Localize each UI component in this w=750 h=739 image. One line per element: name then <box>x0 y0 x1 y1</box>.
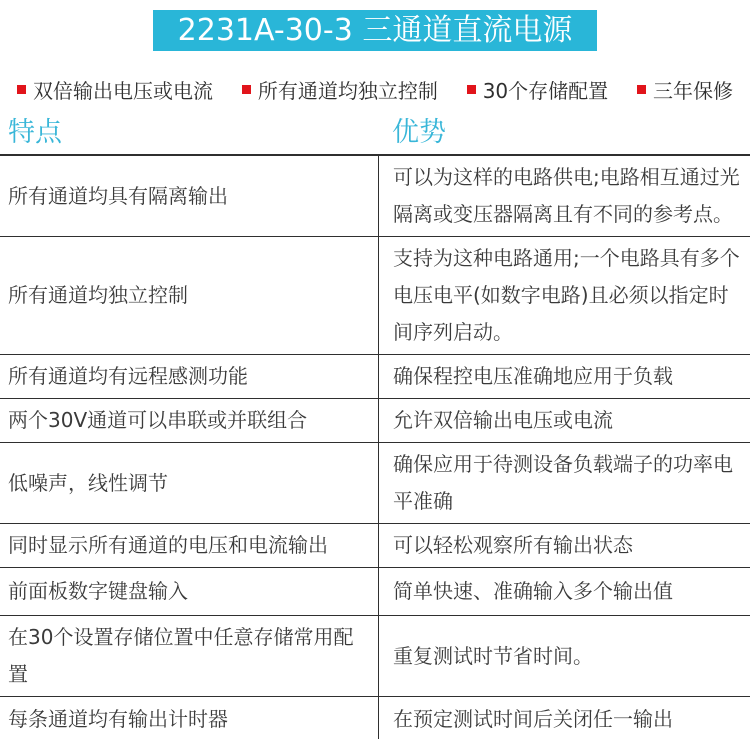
benefit-text: 可以轻松观察所有输出状态 <box>393 533 633 557</box>
benefit-text: 支持为这种电路通用;一个电路具有多个电压电平(如数字电路)且必须以指定时间序列启动。 <box>393 246 740 344</box>
feature-cell <box>0 568 378 615</box>
highlight-label: 30个存储配置 <box>482 78 609 103</box>
feature-cell <box>0 237 378 354</box>
table-row <box>0 615 750 696</box>
feature-cell <box>0 524 378 567</box>
benefit-cell <box>378 524 750 567</box>
feature-text: 同时显示所有通道的电压和电流输出 <box>8 533 328 557</box>
highlight-item <box>17 75 213 104</box>
features-column-header: 特点 <box>8 117 62 148</box>
highlight-label: 双倍输出电压或电流 <box>33 78 213 103</box>
feature-cell <box>0 355 378 398</box>
benefit-text: 重复测试时节省时间。 <box>393 643 593 668</box>
feature-text: 在30个设置存储位置中任意存储常用配置 <box>8 625 354 686</box>
feature-text: 所有通道均独立控制 <box>8 283 188 307</box>
feature-cell <box>0 399 378 442</box>
table-row <box>0 354 750 398</box>
benefit-cell <box>378 156 750 236</box>
benefits-column-header: 优势 <box>392 117 446 148</box>
benefit-text: 确保应用于待测设备负载端子的功率电平准确 <box>393 452 733 513</box>
product-spec-page <box>0 10 750 739</box>
highlights-row <box>0 74 750 104</box>
benefit-text: 简单快速、准确输入多个输出值 <box>393 579 673 603</box>
benefit-cell <box>378 568 750 615</box>
table-row <box>0 567 750 615</box>
highlight-label: 所有通道均独立控制 <box>257 78 438 103</box>
benefit-text: 允许双倍输出电压或电流 <box>393 408 613 432</box>
feature-text: 低噪声，线性调节 <box>8 470 168 495</box>
table-row <box>0 398 750 442</box>
table-header-row <box>0 104 750 156</box>
feature-cell <box>0 443 378 523</box>
table-row <box>0 442 750 523</box>
bullet-square-icon <box>637 85 646 94</box>
table-row <box>0 696 750 739</box>
benefit-text: 可以为这样的电路供电;电路相互通过光隔离或变压器隔离且有不同的参考点。 <box>393 165 740 226</box>
benefit-text: 确保程控电压准确地应用于负载 <box>393 364 673 388</box>
feature-text: 前面板数字键盘输入 <box>8 579 188 603</box>
benefit-cell <box>378 237 750 354</box>
feature-cell <box>0 697 378 739</box>
feature-text: 所有通道均有远程感测功能 <box>8 364 248 388</box>
benefit-cell <box>378 399 750 442</box>
table-row <box>0 523 750 567</box>
highlight-item <box>242 75 438 104</box>
highlight-item <box>637 75 733 104</box>
bullet-square-icon <box>242 85 251 94</box>
benefit-cell <box>378 616 750 696</box>
feature-cell <box>0 616 378 696</box>
product-title-banner <box>153 10 597 51</box>
feature-text: 两个30V通道可以串联或并联组合 <box>8 408 308 432</box>
bullet-square-icon <box>467 85 476 94</box>
feature-cell <box>0 156 378 236</box>
table-row <box>0 156 750 236</box>
highlight-label: 三年保修 <box>652 78 733 103</box>
benefit-cell <box>378 355 750 398</box>
feature-text: 每条通道均有输出计时器 <box>8 707 228 731</box>
benefit-cell <box>378 443 750 523</box>
benefit-cell <box>378 697 750 739</box>
features-benefits-table <box>0 104 750 739</box>
bullet-square-icon <box>17 85 26 94</box>
feature-text: 所有通道均具有隔离输出 <box>8 183 228 208</box>
table-row <box>0 236 750 354</box>
product-title: 2231A-30-3 三通道直流电源 <box>177 12 573 48</box>
highlight-item <box>467 75 608 104</box>
benefit-text: 在预定测试时间后关闭任一输出 <box>393 707 673 731</box>
